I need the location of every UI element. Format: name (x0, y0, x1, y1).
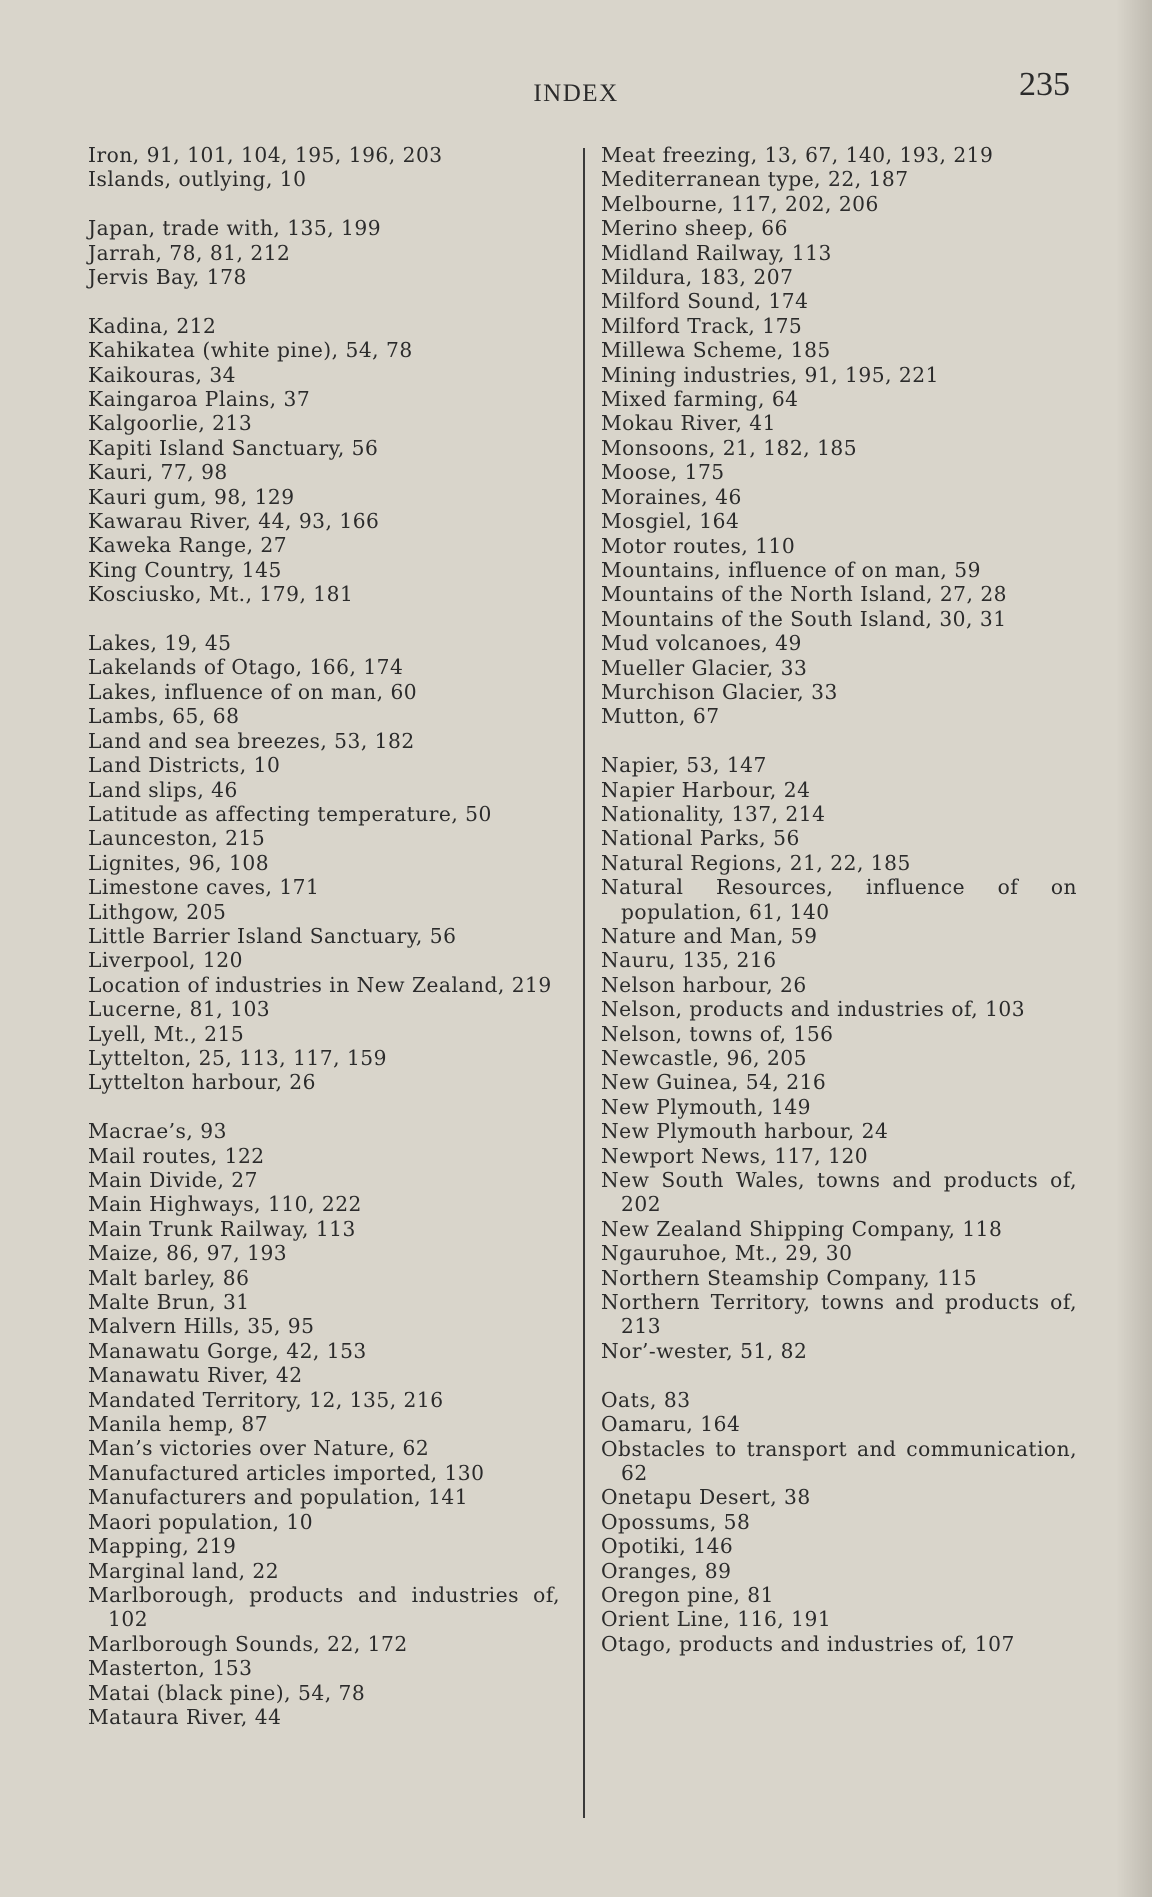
index-group-gap (601, 729, 1077, 753)
index-entry: Masterton, 153 (88, 1656, 253, 1681)
index-entry: Mildura, 183, 207 (601, 265, 794, 290)
index-entry: Lakelands of Otago, 166, 174 (88, 655, 404, 680)
index-entry: Jarrah, 78, 81, 212 (88, 240, 291, 265)
index-entry: Jervis Bay, 178 (88, 265, 247, 290)
index-entry: Lucerne, 81, 103 (88, 997, 271, 1022)
index-group-gap (88, 289, 560, 313)
index-entry: New Guinea, 54, 216 (601, 1070, 827, 1095)
index-entry: Mosgiel, 164 (601, 509, 740, 534)
index-entry: Milford Sound, 174 (601, 289, 809, 314)
index-entry: Oats, 83 (601, 1387, 691, 1412)
index-entry: Mountains of the North Island, 27, 28 (601, 582, 1008, 607)
index-entry: Kauri gum, 98, 129 (88, 484, 295, 509)
index-entry: Malte Brun, 31 (88, 1290, 250, 1315)
index-entry: Mixed farming, 64 (601, 387, 799, 412)
index-entry: Mail routes, 122 (88, 1143, 265, 1168)
index-entry: Opotiki, 146 (601, 1534, 734, 1559)
index-entry: Opossums, 58 (601, 1509, 751, 1534)
index-entry: Lyell, Mt., 215 (88, 1021, 245, 1046)
index-entry: Natural Regions, 21, 22, 185 (601, 850, 911, 875)
index-entry: Lithgow, 205 (88, 899, 227, 924)
page-number: 235 (1019, 66, 1070, 103)
index-entry: Japan, trade with, 135, 199 (88, 216, 382, 241)
index-entry: Moraines, 46 (601, 484, 742, 509)
index-entry: Nelson harbour, 26 (601, 972, 807, 997)
index-entry: Marlborough, products and industries of, 102 (88, 1582, 560, 1632)
index-entry: Land Districts, 10 (88, 753, 281, 778)
index-entry: Kosciusko, Mt., 179, 181 (88, 582, 354, 607)
index-entry: Land slips, 46 (88, 777, 238, 802)
index-entry: Meat freezing, 13, 67, 140, 193, 219 (601, 143, 994, 167)
index-entry: Kalgoorlie, 213 (88, 411, 253, 436)
index-entry: Nelson, towns of, 156 (601, 1021, 834, 1046)
index-entry: King Country, 145 (88, 557, 282, 582)
index-entry: Mandated Territory, 12, 135, 216 (88, 1387, 444, 1412)
index-entry: Kauri, 77, 98 (88, 460, 228, 485)
index-entry: Mining industries, 91, 195, 221 (601, 362, 939, 387)
index-entry: Lakes, influence of on man, 60 (88, 679, 418, 704)
index-entry: Otago, products and industries of, 107 (601, 1631, 1015, 1656)
index-entry: New South Wales, towns and products of, 202 (601, 1168, 1077, 1217)
index-group-gap (88, 607, 560, 631)
index-entry: Nationality, 137, 214 (601, 801, 826, 826)
index-entry: Lambs, 65, 68 (88, 704, 240, 729)
index-entry: Obstacles to transport and communication, 62 (601, 1436, 1077, 1485)
index-entry: Kahikatea (white pine), 54, 78 (88, 338, 413, 363)
index-entry: Manawatu River, 42 (88, 1363, 303, 1388)
index-entry: Main Divide, 27 (88, 1168, 258, 1192)
index-entry: Oranges, 89 (601, 1558, 732, 1583)
column-divider (583, 148, 585, 1818)
index-entry: Manawatu Gorge, 42, 153 (88, 1338, 367, 1363)
index-entry: Marginal land, 22 (88, 1558, 280, 1583)
index-entry: Napier Harbour, 24 (601, 777, 811, 802)
page-title: INDEX (533, 80, 619, 107)
index-entry: Manila hemp, 87 (88, 1412, 269, 1437)
index-entry: Launceston, 215 (88, 826, 266, 851)
index-entry: Midland Railway, 113 (601, 240, 832, 265)
index-entry: Newport News, 117, 120 (601, 1143, 869, 1168)
right-index-column (601, 143, 1077, 1656)
index-entry: Moose, 175 (601, 460, 725, 485)
index-entry: Mokau River, 41 (601, 411, 776, 436)
index-entry: Islands, outlying, 10 (88, 167, 307, 192)
index-entry: Merino sheep, 66 (601, 216, 788, 241)
index-entry: Melbourne, 117, 202, 206 (601, 191, 879, 216)
index-entry: Limestone caves, 171 (88, 875, 320, 900)
index-entry: Little Barrier Island Sanctuary, 56 (88, 923, 457, 948)
index-entry: Mediterranean type, 22, 187 (601, 167, 909, 192)
index-entry: Monsoons, 21, 182, 185 (601, 435, 858, 460)
index-entry: Ngauruhoe, Mt., 29, 30 (601, 1241, 853, 1266)
index-entry: Northern Territory, towns and products of, 213 (601, 1290, 1077, 1339)
index-group-gap (601, 1363, 1077, 1387)
index-entry: Maori population, 10 (88, 1509, 314, 1534)
left-index-column (88, 143, 560, 1729)
index-entry: Latitude as affecting temperature, 50 (88, 801, 492, 826)
index-entry: Macrae’s, 93 (88, 1119, 227, 1144)
index-entry: New Plymouth, 149 (601, 1094, 812, 1119)
index-entry: Mapping, 219 (88, 1534, 237, 1559)
index-group-gap (88, 1095, 560, 1119)
index-entry: Mountains, influence of on man, 59 (601, 557, 981, 582)
index-entry: National Parks, 56 (601, 826, 800, 851)
index-entry: Main Trunk Railway, 113 (88, 1216, 356, 1241)
index-entry: Mud volcanoes, 49 (601, 631, 802, 656)
index-entry: Manufacturers and population, 141 (88, 1485, 469, 1510)
index-entry: Mutton, 67 (601, 704, 720, 729)
page-edge-shadow (1116, 0, 1152, 1897)
index-entry: Onetapu Desert, 38 (601, 1485, 811, 1510)
index-entry: Land and sea breezes, 53, 182 (88, 728, 415, 753)
index-entry: Malvern Hills, 35, 95 (88, 1314, 315, 1339)
index-entry: Malt barley, 86 (88, 1265, 250, 1290)
index-entry: Motor routes, 110 (601, 533, 796, 558)
index-entry: Man’s victories over Nature, 62 (88, 1436, 430, 1461)
index-entry: Mueller Glacier, 33 (601, 655, 808, 680)
index-entry: Lyttelton, 25, 113, 117, 159 (88, 1045, 387, 1070)
index-entry: Natural Resources, influence of on population, 61, 140 (601, 875, 1077, 924)
index-entry: Orient Line, 116, 191 (601, 1607, 832, 1632)
index-entry: Marlborough Sounds, 22, 172 (88, 1631, 408, 1656)
index-entry: Kapiti Island Sanctuary, 56 (88, 435, 379, 460)
index-entry: Kadina, 212 (88, 313, 217, 338)
index-entry: Manufactured articles imported, 130 (88, 1460, 485, 1485)
index-group-gap (88, 192, 560, 216)
index-entry: Kawarau River, 44, 93, 166 (88, 509, 380, 534)
index-entry: New Plymouth harbour, 24 (601, 1119, 889, 1144)
index-entry: New Zealand Shipping Company, 118 (601, 1216, 1003, 1241)
index-entry: Mountains of the South Island, 30, 31 (601, 606, 1007, 631)
index-entry: Main Highways, 110, 222 (88, 1192, 362, 1217)
index-entry: Oregon pine, 81 (601, 1582, 774, 1607)
index-entry: Iron, 91, 101, 104, 195, 196, 203 (88, 143, 443, 167)
index-entry: Matai (black pine), 54, 78 (88, 1680, 366, 1705)
index-entry: Lakes, 19, 45 (88, 631, 232, 656)
index-entry: Nature and Man, 59 (601, 923, 818, 948)
index-entry: Mataura River, 44 (88, 1704, 282, 1729)
index-entry: Kaikouras, 34 (88, 362, 237, 387)
index-entry: Liverpool, 120 (88, 948, 243, 973)
index-entry: Nauru, 135, 216 (601, 948, 777, 973)
index-entry: Location of industries in New Zealand, 219 (88, 972, 552, 997)
index-entry: Millewa Scheme, 185 (601, 338, 831, 363)
index-entry: Lignites, 96, 108 (88, 850, 270, 875)
index-entry: Nelson, products and industries of, 103 (601, 997, 1026, 1022)
index-entry: Kaingaroa Plains, 37 (88, 387, 311, 412)
index-entry: Murchison Glacier, 33 (601, 679, 838, 704)
index-entry: Milford Track, 175 (601, 313, 803, 338)
index-entry: Northern Steamship Company, 115 (601, 1265, 978, 1290)
index-entry: Oamaru, 164 (601, 1412, 741, 1437)
index-entry: Kaweka Range, 27 (88, 533, 288, 558)
index-entry: Nor’-wester, 51, 82 (601, 1338, 808, 1363)
index-entry: Napier, 53, 147 (601, 753, 767, 778)
index-entry: Newcastle, 96, 205 (601, 1046, 807, 1071)
index-entry: Lyttelton harbour, 26 (88, 1070, 316, 1095)
index-entry: Maize, 86, 97, 193 (88, 1241, 288, 1266)
